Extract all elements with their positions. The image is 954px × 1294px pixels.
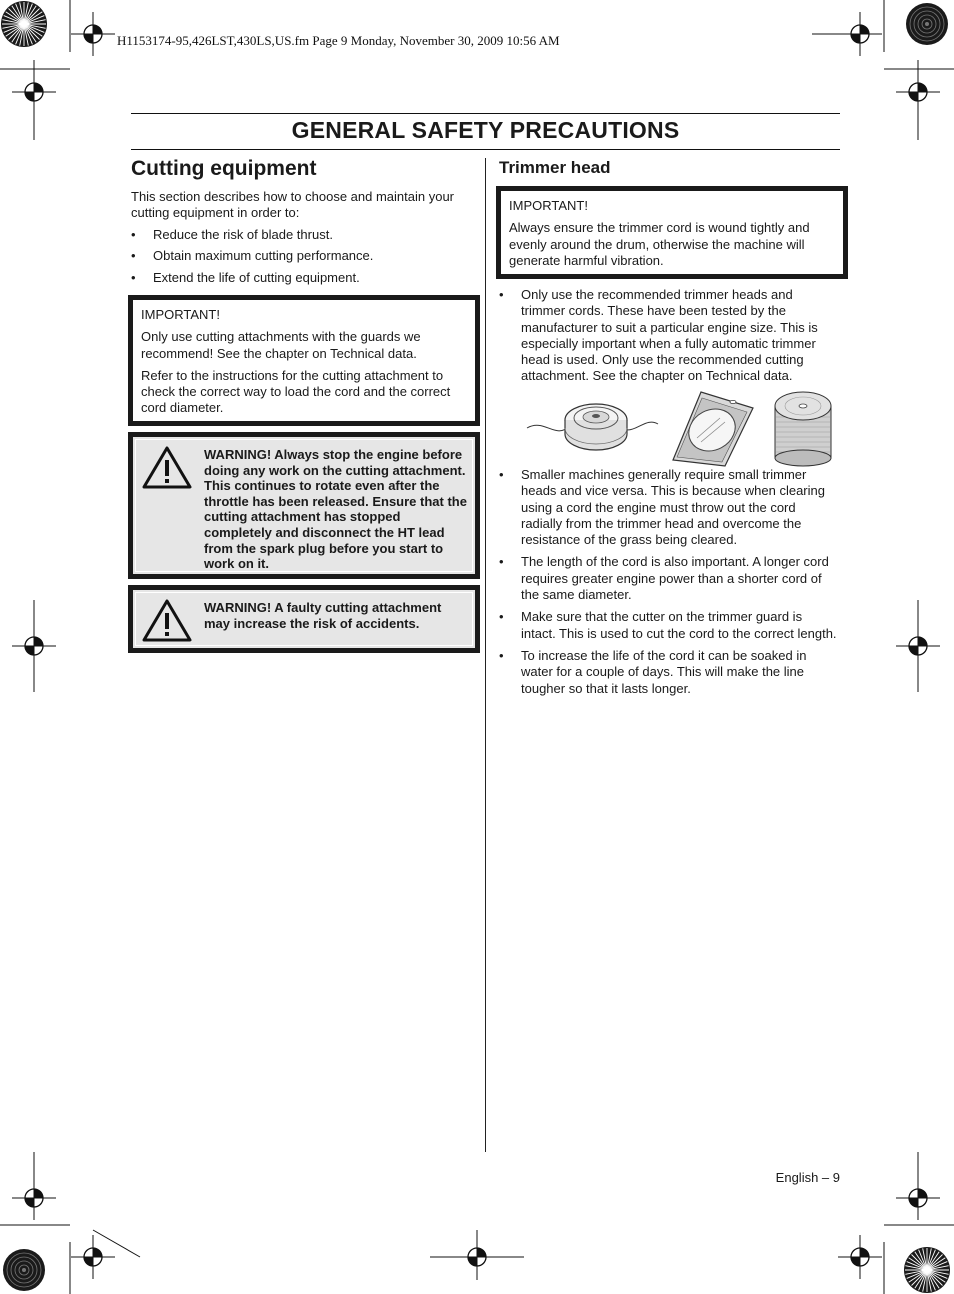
trimmer-bullets-b [499, 467, 840, 697]
list-item [499, 648, 840, 697]
bullet-text: The length of the cord is also important. A longer cord requires greater engine power than a shorter cord of the same diameter. [521, 554, 829, 603]
important-heading: IMPORTANT! [141, 307, 220, 322]
important-paragraph: Always ensure the trimmer cord is wound tightly and evenly around the drum, otherwise the machine will generate harmful vibration. [509, 220, 810, 268]
cord-pack-drawing [673, 392, 753, 466]
list-item [499, 287, 840, 385]
bullet-text: Obtain maximum cutting performance. [153, 248, 374, 264]
cord-spool-drawing [775, 392, 831, 466]
trimmer-head-drawing [527, 404, 658, 450]
bullet-text: Reduce the risk of blade thrust. [153, 227, 333, 242]
bullet-icon: • [499, 554, 504, 570]
bullet-text: Extend the life of cutting equipment. [153, 269, 360, 285]
warning-triangle-icon [141, 444, 193, 490]
list-item [499, 467, 840, 548]
warning-text: WARNING! Always stop the engine before doing any work on the cutting attachment. This continues to rotate even after the throttle has been released. Ensure that the cutting attachment has stopped completely and disconnect the HT lead from the spark plug before you start to work on it. [204, 447, 467, 572]
list-item [499, 609, 840, 642]
bullet-text: Make sure that the cutter on the trimmer guard is intact. This is used to cut the cord to the correct length. [521, 609, 837, 641]
warning-box-faulty-attachment [128, 585, 480, 653]
intro-paragraph: This section describes how to choose and maintain your cutting equipment in order to: [131, 189, 455, 221]
list-item [131, 270, 476, 286]
trimmer-products-illustration [525, 388, 837, 468]
list-item [131, 248, 476, 264]
trimmer-bullets-a [499, 287, 840, 385]
bullet-icon: • [131, 269, 136, 285]
page-title: GENERAL SAFETY PRECAUTIONS [291, 117, 680, 143]
bullet-text: Smaller machines generally require small trimmer heads and vice versa. This is because when clearing using a cord the engine must throw out the cord radially from the trimmer head and overcome the resistance of the grass being cleared. [521, 467, 825, 548]
warning-triangle-icon [141, 597, 193, 643]
warning-text: WARNING! A faulty cutting attachment may increase the risk of accidents. [204, 600, 442, 631]
bullet-text: Only use the recommended trimmer heads and trimmer cords. These have been tested by the manufacturer to suit a particular engine size. This is especially important when a fully automatic trimmer head is used. Only use the recommended cutting attachment. See the chapter on Technical data. [521, 287, 818, 384]
important-heading: IMPORTANT! [509, 198, 588, 213]
column-divider [485, 158, 486, 1152]
bullet-icon: • [131, 227, 136, 242]
section-heading-cutting-equipment: Cutting equipment [131, 157, 317, 180]
bullet-icon: • [131, 248, 136, 264]
list-item [499, 554, 840, 603]
important-box-cutting [128, 295, 480, 426]
bullet-icon: • [499, 647, 504, 663]
bullet-icon: • [499, 287, 504, 302]
bullet-text: To increase the life of the cord it can be soaked in water for a couple of days. This will make the line tougher so that it lasts longer. [521, 647, 807, 696]
print-slug: H1153174-95,426LST,430LS,US.fm Page 9 Monday, November 30, 2009 10:56 AM [117, 33, 560, 48]
title-rule-bottom [131, 149, 840, 150]
title-rule-top [131, 113, 840, 114]
important-paragraph: Only use cutting attachments with the guards we recommend! See the chapter on Technical data. [141, 329, 421, 361]
page-number: English – 9 [775, 1170, 840, 1185]
list-item [131, 227, 476, 243]
important-paragraph: Refer to the instructions for the cutting attachment to check the correct way to load the cord and the correct cord diameter. [141, 367, 451, 416]
section-heading-trimmer-head: Trimmer head [499, 158, 611, 177]
bullet-icon: • [499, 467, 504, 482]
bullet-icon: • [499, 609, 504, 625]
warning-box-stop-engine [128, 432, 480, 579]
cutting-equipment-bullets [131, 227, 476, 286]
important-box-trimmer [496, 186, 848, 279]
